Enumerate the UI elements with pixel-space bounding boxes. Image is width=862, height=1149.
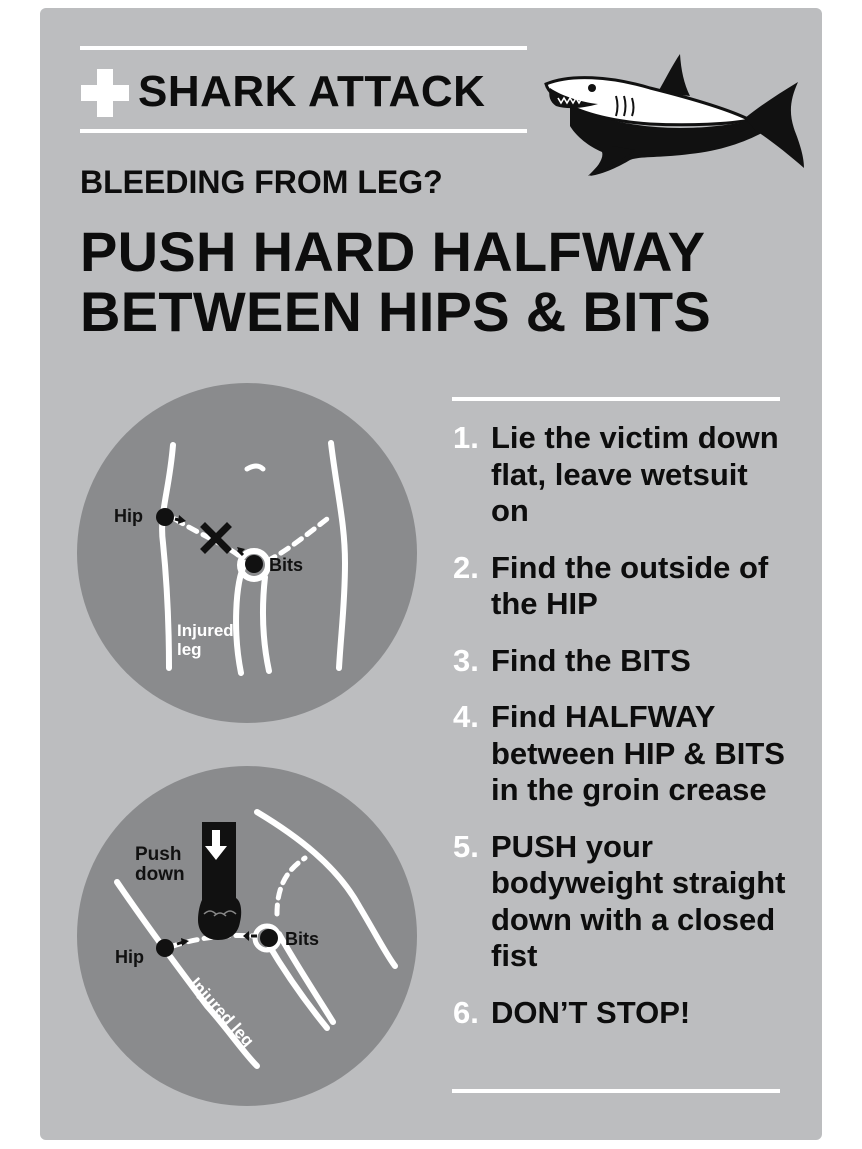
front-view-labels — [77, 383, 417, 723]
header-bottom-rule — [80, 129, 527, 133]
step-number: 4. — [453, 699, 479, 734]
step-text: Find the BITS — [491, 642, 691, 678]
header-top-rule — [80, 46, 527, 50]
headline-line-2: BETWEEN HIPS & BITS — [80, 280, 712, 343]
shark-icon — [540, 50, 805, 180]
step-item — [453, 420, 788, 530]
step-item — [453, 995, 788, 1032]
step-text: DON’T STOP! — [491, 994, 691, 1030]
step-number: 6. — [453, 994, 479, 1030]
injured-label-line-1: Injured — [177, 621, 234, 640]
bits-label: Bits — [269, 555, 304, 575]
headline-line-1: PUSH HARD HALFWAY — [80, 220, 706, 283]
injured-leg-label: Injured leg — [186, 973, 258, 1051]
step-item — [453, 643, 788, 680]
step-number: 5. — [453, 828, 479, 864]
hip-label: Hip — [114, 506, 143, 526]
hip-label: Hip — [115, 947, 144, 967]
step-item — [453, 550, 788, 623]
step-text: Lie the victim down flat, leave wetsuit on — [491, 420, 779, 528]
steps-top-rule — [452, 397, 780, 401]
injured-label-line-2: leg — [177, 640, 202, 659]
step-item — [453, 829, 788, 975]
plus-cross-icon — [80, 68, 130, 118]
step-number: 2. — [453, 549, 479, 585]
bleeding-question: BLEEDING FROM LEG? — [80, 164, 443, 200]
side-view-labels — [77, 766, 417, 1106]
step-text: PUSH your bodyweight straight down with a closed fist — [491, 828, 786, 973]
step-text: Find HALFWAY between HIP & BITS in the groin crease — [491, 699, 785, 807]
step-item — [453, 699, 788, 809]
step-number: 1. — [453, 420, 479, 455]
steps-list — [453, 420, 788, 1051]
push-label-line-2: down — [135, 864, 185, 885]
bits-label: Bits — [285, 929, 320, 949]
step-text: Find the outside of the HIP — [491, 549, 769, 621]
sign-title: SHARK ATTACK — [138, 67, 486, 116]
push-label-line-1: Push — [135, 844, 182, 865]
step-number: 3. — [453, 642, 479, 678]
steps-bottom-rule — [452, 1089, 780, 1093]
